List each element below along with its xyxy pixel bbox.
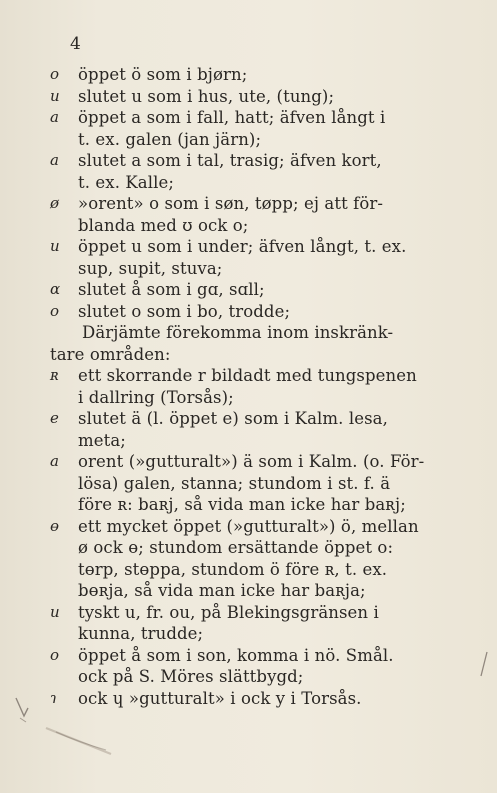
page-content [50, 64, 470, 709]
phonetic-symbol: o [50, 65, 60, 83]
paragraph-line: tare områden: [50, 344, 171, 364]
phonetic-entry [50, 365, 470, 408]
entry-line: sup, supit, stuva; [78, 258, 223, 278]
entry-line: blanda med ʊ ock o; [78, 215, 249, 235]
phonetic-entry [50, 602, 470, 645]
phonetic-entry [50, 279, 470, 301]
entry-line: slutet ä (l. öppet e) som i Kalm. lesa, [78, 409, 388, 428]
phonetic-symbol: u [50, 602, 60, 621]
intro-paragraph [50, 322, 470, 365]
entry-line: slutet u som i hus, ute, (tung); [78, 86, 335, 106]
phonetic-entry [50, 193, 470, 236]
entry-line: tɵrp, stɵppa, stundom ö före ʀ, t. ex. [78, 559, 388, 579]
entry-line: meta; [78, 430, 126, 450]
paragraph-line: Därjämte förekomma inom inskränk- [82, 323, 394, 342]
entry-line: slutet o som i bo, trodde; [78, 301, 291, 321]
phonetic-symbol: a [50, 151, 60, 169]
entry-line: slutet a som i tal, trasig; äfven kort, [78, 151, 382, 170]
entry-list-regional [50, 365, 470, 709]
phonetic-entry [50, 451, 470, 516]
phonetic-symbol: ø [50, 194, 60, 212]
entry-line: öppet å som i son, komma i nö. Smål. [78, 645, 394, 665]
page-number: 4 [70, 34, 81, 54]
entry-line: slutet å som i gɑ, sɑll; [78, 280, 265, 299]
entry-list-common [50, 64, 470, 322]
phonetic-symbol: e [50, 409, 59, 427]
phonetic-symbol: ɿ [50, 688, 57, 707]
phonetic-symbol: o [50, 645, 60, 664]
entry-line: t. ex. galen (jan järn); [78, 129, 262, 149]
entry-line: ock på S. Möres slättbygd; [78, 667, 304, 686]
entry-line: ock ɥ »gutturalt» i ock y i Torsås. [78, 688, 362, 708]
phonetic-symbol: a [50, 452, 60, 470]
phonetic-entry [50, 688, 470, 710]
phonetic-symbol: o [50, 301, 60, 320]
entry-line: ett skorrande r bildadt med tungspenen [78, 366, 417, 385]
phonetic-symbol: ɑ [50, 280, 61, 298]
entry-line: i dallring (Torsås); [78, 387, 234, 407]
phonetic-entry [50, 408, 470, 451]
phonetic-entry [50, 301, 470, 323]
entry-line: ett mycket öppet (»gutturalt») ö, mellan [78, 516, 419, 536]
entry-line: bɵʀja, så vida man icke har baʀja; [78, 581, 366, 600]
entry-line: »orent» o som i søn, tøpp; ej att för- [78, 194, 384, 213]
entry-line: tyskt u, fr. ou, på Blekingsgränsen i [78, 602, 379, 622]
entry-line: öppet u som i under; äfven långt, t. ex. [78, 237, 407, 256]
phonetic-symbol: u [50, 237, 60, 255]
entry-line: kunna, trudde; [78, 624, 204, 643]
entry-line: t. ex. Kalle; [78, 172, 175, 192]
entry-line: ø ock ɵ; stundom ersättande öppet o: [78, 538, 394, 557]
phonetic-entry [50, 516, 470, 602]
entry-line: lösa) galen, stanna; stundom i st. f. ä [78, 473, 391, 493]
phonetic-entry [50, 236, 470, 279]
margin-mark [477, 650, 489, 680]
phonetic-entry [50, 645, 470, 688]
phonetic-symbol: ʀ [50, 366, 59, 384]
entry-line: orent (»gutturalt») ä som i Kalm. (o. För- [78, 452, 425, 471]
entry-line: före ʀ: baʀj, så vida man icke har baʀj; [78, 495, 406, 514]
phonetic-symbol: a [50, 108, 60, 126]
phonetic-entry [50, 107, 470, 150]
phonetic-entry [50, 86, 470, 108]
phonetic-symbol: ɵ [50, 516, 60, 535]
entry-line: öppet a som i fall, hatt; äfven långt i [78, 108, 386, 127]
phonetic-symbol: u [50, 86, 60, 105]
phonetic-entry [50, 150, 470, 193]
entry-line: öppet ö som i bjørn; [78, 65, 248, 84]
phonetic-entry [50, 64, 470, 86]
